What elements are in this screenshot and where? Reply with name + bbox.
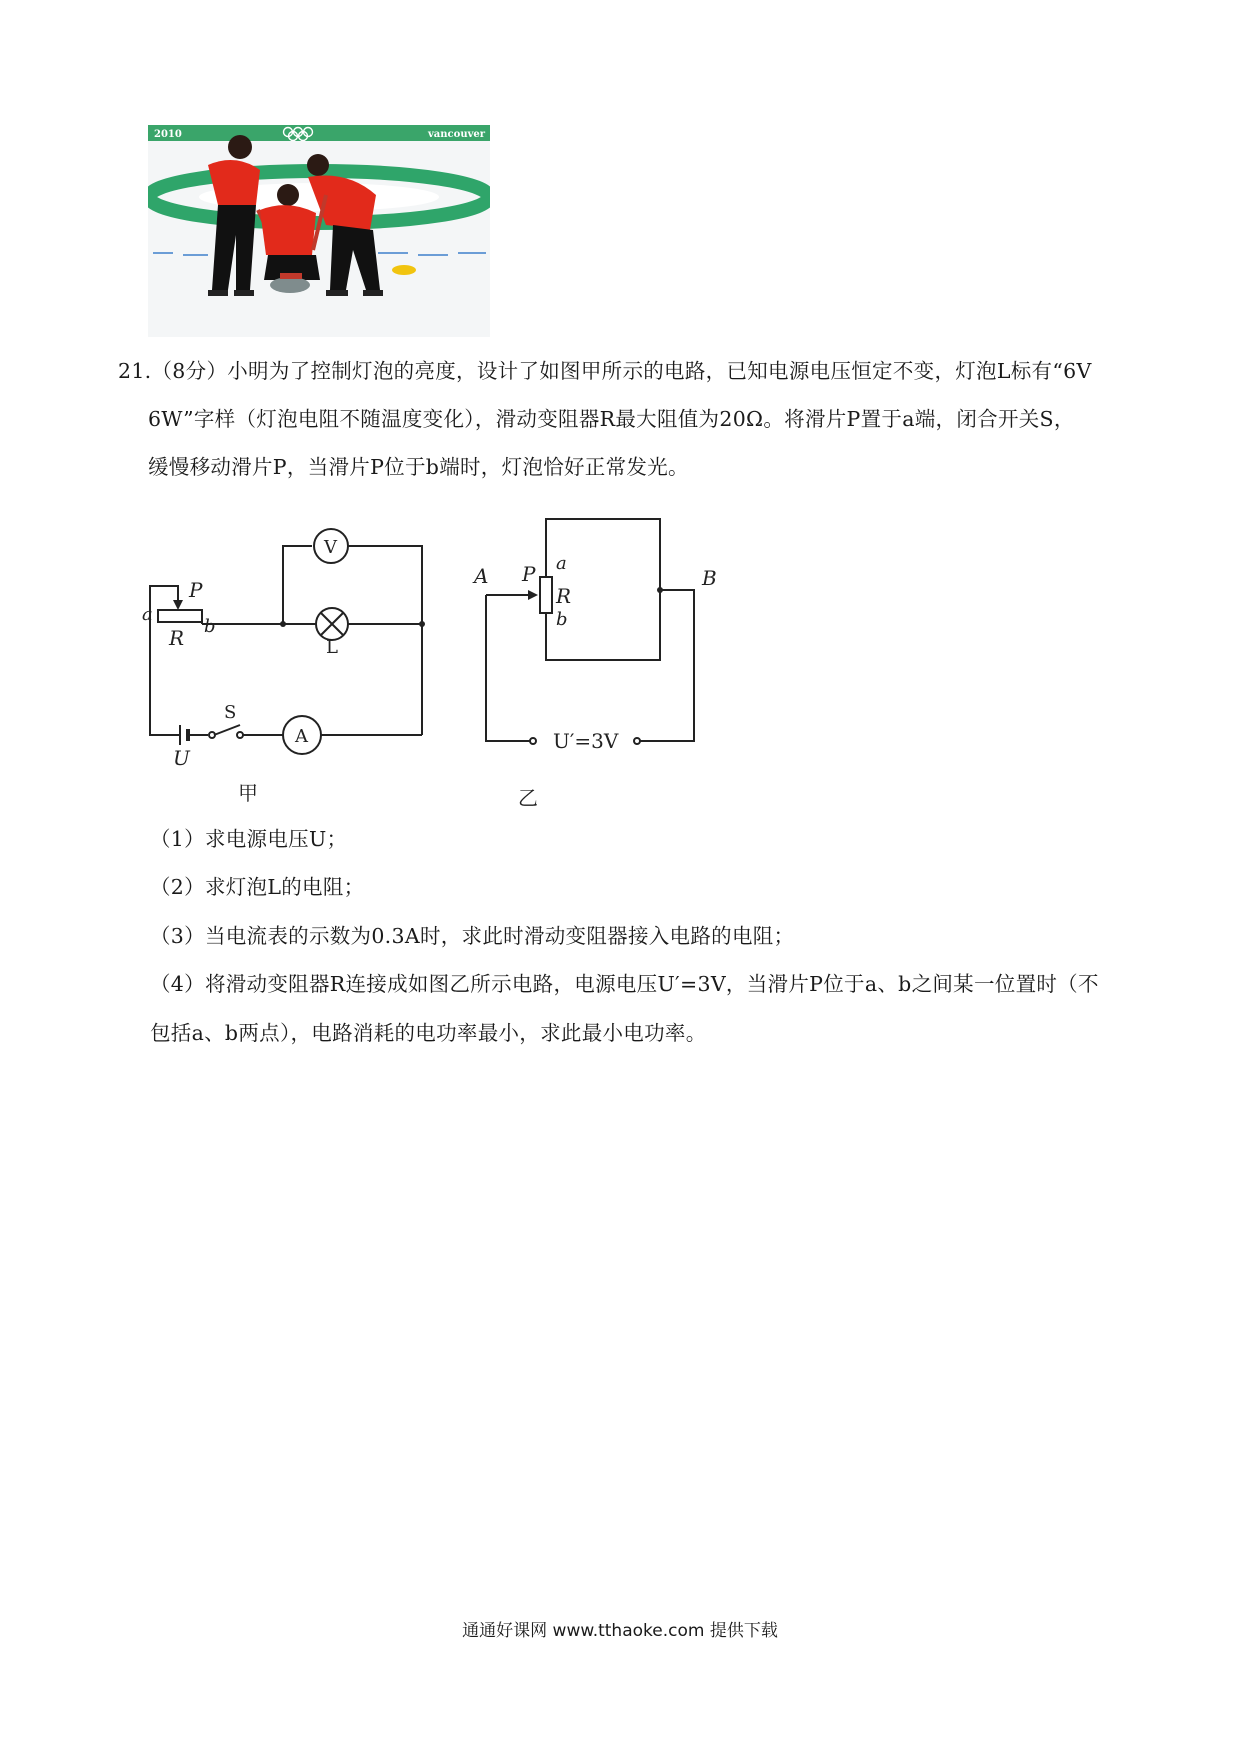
label-L: L [326,637,338,658]
subquestion-2: （2）求灯泡L的电阻； [150,875,365,899]
banner-year: 2010 [154,129,182,140]
label-P: P [522,562,536,586]
circuit-diagram-yi [470,505,740,815]
subquestion-3: （3）当电流表的示数为0.3A时，求此时滑动变阻器接入电路的电阻； [150,924,795,948]
question-line-3: 缓慢移动滑片P，当滑片P位于b端时，灯泡恰好正常发光。 [148,455,689,479]
label-A: A [474,564,489,588]
question-line-2: 6W”字样（灯泡电阻不随温度变化），滑动变阻器R最大阻值为20Ω。将滑片P置于a端，闭合开关S， [148,407,1075,431]
label-R: R [169,626,185,650]
label-ammeter: A [295,726,308,747]
banner-city: vancouver [428,129,486,140]
label-voltage: U′=3V [553,729,619,753]
label-a: a [142,604,153,625]
question-line-1: 21.（8分）小明为了控制灯泡的亮度，设计了如图甲所示的电路，已知电源电压恒定不变，灯泡L标有“6V [118,359,1092,383]
label-U: U [173,746,190,770]
label-R: R [556,584,572,608]
rheostat-R [158,610,202,622]
wire-B [640,590,694,741]
footer-text: 通通好课网 www.tthaoke.com 提供下载 [462,1621,778,1641]
label-b: b [204,616,216,637]
rheostat-R [540,577,552,613]
terminal-left [530,738,536,744]
wire-volt-right [348,546,422,624]
switch-lever [214,725,240,735]
label-b: b [556,609,568,630]
label-a: a [556,553,567,574]
terminal-right [634,738,640,744]
wire-volt-left [283,546,312,624]
wire-top-left [150,586,178,606]
curling-stone [270,277,310,293]
wire-A [486,595,530,741]
caption-jia: 甲 [238,781,258,805]
label-P: P [189,578,203,602]
yellow-stone [392,265,416,275]
subquestion-4-line-2: 包括a、b两点），电路消耗的电功率最小，求此最小电功率。 [150,1021,707,1045]
caption-yi: 乙 [518,786,538,810]
label-S: S [224,702,237,723]
curling-photo [148,125,490,337]
slider-arrow [528,590,538,600]
subquestion-1: （1）求电源电压U； [150,827,348,851]
slider-arrow [173,600,183,610]
label-V: V [324,537,337,558]
switch-contact-right [237,732,243,738]
circuit-diagram-jia [140,500,450,810]
label-B: B [702,566,717,590]
subquestion-4-line-1: （4）将滑动变阻器R连接成如图乙所示电路，电源电压U′=3V，当滑片P位于a、b之间某一位置时（不 [150,972,1099,996]
